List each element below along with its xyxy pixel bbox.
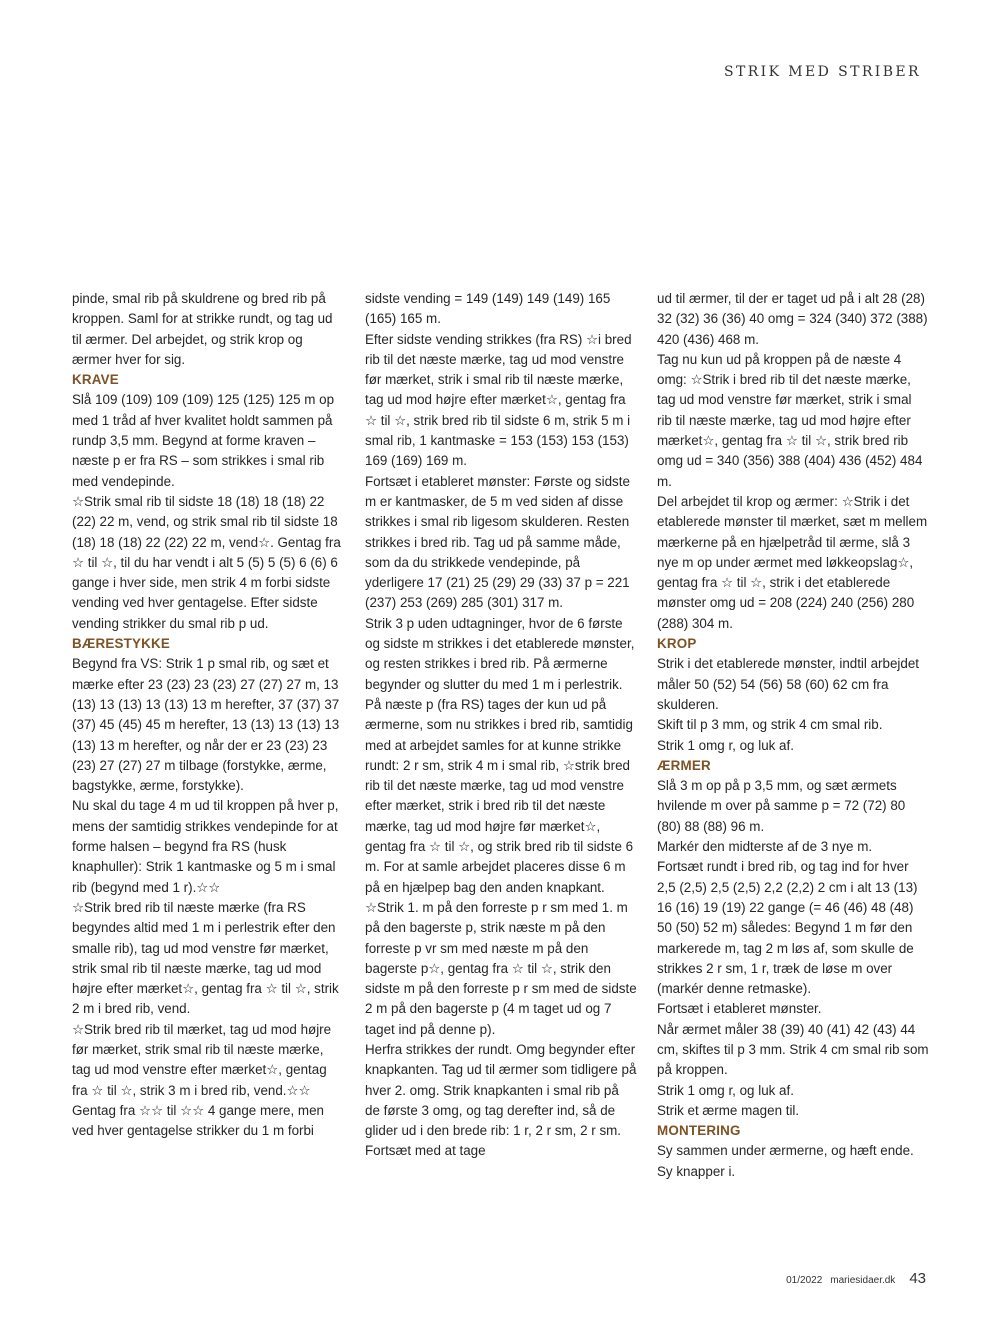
body-paragraph: Strik i det etablerede mønster, indtil arbejdet måler 50 (52) 54 (56) 58 (60) 62 cm fra skulderen. xyxy=(657,656,919,712)
body-paragraph: ☆Strik bred rib til næste mærke (fra RS begyndes altid med 1 m i perlestrik efter den smalle rib), tag ud mod venstre før mærket, strik smal rib til næste mærke, tag ud mod højre efter mærket☆, gentag fra ☆ til ☆, strik 2 m i bred rib, vend. xyxy=(72,899,339,1017)
body-paragraph: Strik 3 p uden udtagninger, hvor de 6 første og sidste m strikkes i det etablerede mønster, og resten strikkes i bred rib. På ærmerne begynder og slutter du med 1 m i perlestrik. xyxy=(365,615,635,692)
body-paragraph: Fortsæt rundt i bred rib, og tag ind for hver 2,5 (2,5) 2,5 (2,5) 2,2 (2,2) 2 cm i alt 13 (13) 16 (16) 19 (19) 22 gange (= 46 (46) 48 (48) 50 (50) 52 m) således: Begynd 1 m før den markerede m, tag 2 m løs af, som skulle de strikkes 2 r sm, 1 r, træk de løse m over (markér denne retmaske). xyxy=(657,859,918,997)
body-paragraph: Gentag fra ☆☆ til ☆☆ 4 gange mere, men ved hver gentagelse strikker du 1 m forbi xyxy=(72,1102,324,1139)
body-paragraph: Fortsæt i etableret mønster: Første og sidste m er kantmasker, de 5 m ved siden af disse strikkes i smal rib ligesom skulderen. Resten strikkes i bred rib. Tag ud på samme måde, som da du strikkede vendepinde, på yderligere 17 (21) 25 (29) 29 (33) 37 p = 221 (237) 253 (269) 285 (301) 317 m. xyxy=(365,473,630,611)
section-heading: MONTERING xyxy=(657,1123,741,1139)
body-paragraph: pinde, smal rib på skuldrene og bred rib på kroppen. Saml for at strikke rundt, og tag ud til ærmer. Del arbejdet, og strik krop og ærmer hver for sig. xyxy=(72,291,333,367)
page-footer xyxy=(700,1270,926,1287)
text-column-3 xyxy=(657,289,929,1182)
body-paragraph: sidste vending = 149 (149) 149 (149) 165 (165) 165 m. xyxy=(365,291,611,327)
body-paragraph: Slå 3 m op på p 3,5 mm, og sæt ærmets hvilende m over på samme p = 72 (72) 80 (80) 88 (88) 96 m. xyxy=(657,778,906,834)
body-paragraph: Tag nu kun ud på kroppen på de næste 4 omg: ☆Strik i bred rib til det næste mærke, tag ud mod venstre før mærket, strik i smal rib til næste mærke, tag ud mod højre efter mærket☆, gentag fra ☆ til ☆, strik bred rib omg ud = 340 (356) 388 (404) 436 (452) 484 m. xyxy=(657,351,923,489)
page-number: 43 xyxy=(909,1270,926,1287)
body-paragraph: ☆Strik bred rib til mærket, tag ud mod højre før mærket, strik smal rib til næste mærke, tag ud mod venstre efter mærket☆, gentag fra ☆ til ☆, strik 3 m i bred rib, vend.☆☆ xyxy=(72,1021,332,1098)
issue-number: 01/2022 xyxy=(786,1275,823,1286)
body-paragraph: Når ærmet måler 38 (39) 40 (41) 42 (43) 44 cm, skiftes til p 3 mm. Strik 4 cm smal rib som på kroppen. xyxy=(657,1021,929,1078)
body-paragraph: Del arbejdet til krop og ærmer: ☆Strik i det etablerede mønster til mærket, sæt m mellem mærkerne på en hjælpetråd til ærme, slå 3 nye m op under ærmet med løkkeopslag☆, gentag fra ☆ til ☆, strik i det etablerede mønster omg ud = 208 (224) 240 (256) 280 (288) 304 m. xyxy=(657,493,928,631)
text-column-2 xyxy=(365,289,637,1162)
body-paragraph: Begynd fra VS: Strik 1 p smal rib, og sæt et mærke efter 23 (23) 23 (23) 27 (27) 27 m, 13 (13) 13 (13) 13 (13) 13 m herefter, 37 (37) 37 (37) 45 (45) 45 m herefter, 13 (13) 13 (13) 13 (13) 13 m herefter, og når der er 23 (23) 23 (23) 27 (27) 27 m tilbage (forstykke, ærme, bagstykke, ærme, forstykke). xyxy=(72,656,340,794)
body-paragraph: Skift til p 3 mm, og strik 4 cm smal rib. xyxy=(657,717,883,733)
section-header: STRIK MED STRIBER xyxy=(724,64,921,80)
body-paragraph: ☆Strik smal rib til sidste 18 (18) 18 (18) 22 (22) 22 m, vend, og strik smal rib til sidste 18 (18) 18 (18) 22 (22) 22 m, vend☆. Gentag fra ☆ til ☆, til du har vendt i alt 5 (5) 5 (5) 6 (6) 6 gange i hver side, men strik 4 m forbi sidste vending ved hver gentagelse. Efter sidste vending strikker du smal rib p ud. xyxy=(72,493,341,631)
body-paragraph: Nu skal du tage 4 m ud til kroppen på hver p, mens der samtidig strikkes vendepinde for at forme halsen – begynd fra RS (husk knaphuller): Strik 1 kantmaske og 5 m i smal rib (begynd med 1 r).☆☆ xyxy=(72,798,339,895)
body-paragraph: Strik 1 omg r, og luk af. xyxy=(657,1082,794,1098)
body-paragraph: Efter sidste vending strikkes (fra RS) ☆i bred rib til det næste mærke, tag ud mod venstre før mærket, strik i smal rib til næste mærke, tag ud mod højre efter mærket☆, gentag fra ☆ til ☆, strik bred rib til sidste 6 m, strik 5 m i smal rib, 1 kantmaske = 153 (153) 153 (153) 169 (169) 169 m. xyxy=(365,331,632,469)
body-paragraph: Fortsæt i etableret mønster. xyxy=(657,1001,822,1017)
body-paragraph: Sy sammen under ærmerne, og hæft ende. Sy knapper i. xyxy=(657,1143,914,1179)
website-url: mariesidaer.dk xyxy=(830,1275,896,1286)
body-paragraph: På næste p (fra RS) tages der kun ud på ærmerne, som nu strikkes i bred rib, samtidig med at arbejdet samles for at kunne strikke rundt: 2 r sm, strik 4 m i smal rib, ☆strik bred rib til det næste mærke, tag ud mod venstre efter mærket, strik i bred rib til det næste mærke, tag ud mod højre før mærket☆, gentag fra ☆ til ☆, og strik bred rib til sidste 6 m. For at samle arbejdet placeres disse 6 m på en hjælpep bag den anden knapkant. ☆Strik 1. m på den forreste p r sm med 1. m på den bagerste p, strik næste m på den forreste p vr sm med næste m på den bagerste p☆, gentag fra ☆ til ☆, strik den sidste m på den forreste p r sm med de sidste 2 m på den bagerste p (4 m taget ud og 7 taget ind på denne p). xyxy=(365,696,637,1037)
section-heading: KRAVE xyxy=(72,372,119,388)
text-column-1 xyxy=(72,289,344,1141)
section-heading: ÆRMER xyxy=(657,757,711,773)
body-paragraph: Slå 109 (109) 109 (109) 125 (125) 125 m op med 1 tråd af hver kvalitet holdt sammen på rundp 3,5 mm. Begynd at forme kraven – næste p er fra RS – som strikkes i smal rib med vendepinde. xyxy=(72,392,335,489)
body-paragraph: ud til ærmer, til der er taget ud på i alt 28 (28) 32 (32) 36 (36) 40 omg = 324 (340) 372 (388) 420 (436) 468 m. xyxy=(657,291,928,347)
body-paragraph: Strik et ærme magen til. xyxy=(657,1102,800,1118)
body-paragraph: Markér den midterste af de 3 nye m. xyxy=(657,839,873,855)
body-paragraph: Herfra strikkes der rundt. Omg begynder efter knapkanten. Tag ud til ærmer som tidligere på hver 2. omg. Strik knapkanten i smal rib på de første 3 omg, og tag derefter ind, så de glider ud i den brede rib: 1 r, 2 r sm, 2 r sm. Fortsæt med at tage xyxy=(365,1041,637,1159)
body-paragraph: Strik 1 omg r, og luk af. xyxy=(657,737,794,753)
section-heading: KROP xyxy=(657,636,697,652)
section-heading: BÆRESTYKKE xyxy=(72,636,170,652)
